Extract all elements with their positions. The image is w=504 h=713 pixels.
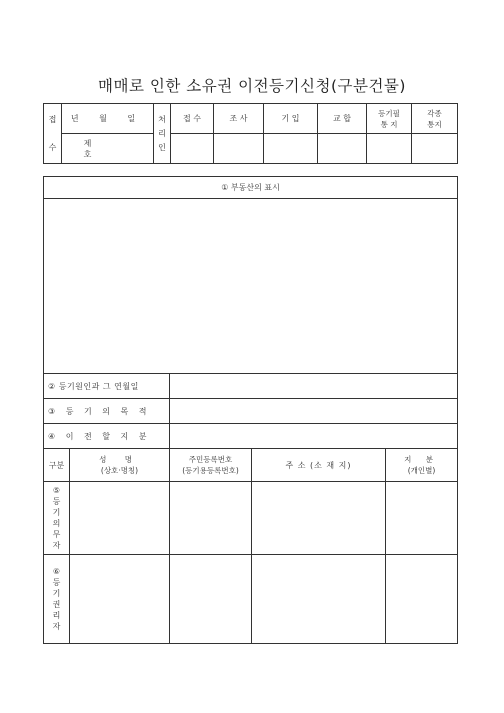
obligor-name-cell[interactable] (70, 482, 170, 555)
various-notice-cell[interactable] (412, 134, 458, 164)
entry-cell[interactable] (264, 134, 318, 164)
holder-label: ⑥ 등 기 권 리 자 (44, 555, 70, 644)
completion-notice-cell[interactable] (367, 134, 412, 164)
collation-cell[interactable] (318, 134, 367, 164)
property-description-area[interactable] (44, 199, 458, 374)
col-various-notice: 각종 통지 (412, 104, 458, 134)
name-header: 성 명 (상호·명칭) (70, 449, 170, 482)
col-inspection: 조 사 (214, 104, 264, 134)
cause-date-label: ② 등기원인과 그 연월일 (44, 374, 170, 399)
handler-label: 처 리 인 (154, 104, 171, 164)
category-header: 구분 (44, 449, 70, 482)
regno-header: 주민등록번호 (등기용등록번호) (170, 449, 252, 482)
obligor-address-cell[interactable] (252, 482, 386, 555)
purpose-label: ③ 등 기 의 목 적 (44, 399, 170, 424)
application-table (43, 176, 458, 644)
holder-regno-cell[interactable] (170, 555, 252, 644)
holder-share-cell[interactable] (386, 555, 458, 644)
holder-address-cell[interactable] (252, 555, 386, 644)
share-field[interactable] (170, 424, 458, 449)
receipt-cell[interactable] (171, 134, 214, 164)
address-header: 주 소 (소 재 지) (252, 449, 386, 482)
col-receipt: 접 수 (171, 104, 214, 134)
purpose-field[interactable] (170, 399, 458, 424)
obligor-label: ⑤ 등 기 의 무 자 (44, 482, 70, 555)
col-collation: 교 합 (318, 104, 367, 134)
date-label: 년 월 일 (62, 104, 154, 134)
cause-date-field[interactable] (170, 374, 458, 399)
holder-name-cell[interactable] (70, 555, 170, 644)
form-title: 매매로 인한 소유권 이전등기신청(구분건물) (98, 77, 406, 95)
share-header: 지 분 (개인별) (386, 449, 458, 482)
col-entry: 기 입 (264, 104, 318, 134)
col-completion-notice: 등기필 통 지 (367, 104, 412, 134)
obligor-regno-cell[interactable] (170, 482, 252, 555)
reception-label: 접 수 (44, 104, 62, 164)
obligor-share-cell[interactable] (386, 482, 458, 555)
share-label: ④ 이 전 할 지 분 (44, 424, 170, 449)
inspection-cell[interactable] (214, 134, 264, 164)
reception-table (43, 103, 458, 164)
number-label: 제 호 (62, 134, 154, 164)
property-header: ① 부동산의 표시 (44, 177, 458, 199)
